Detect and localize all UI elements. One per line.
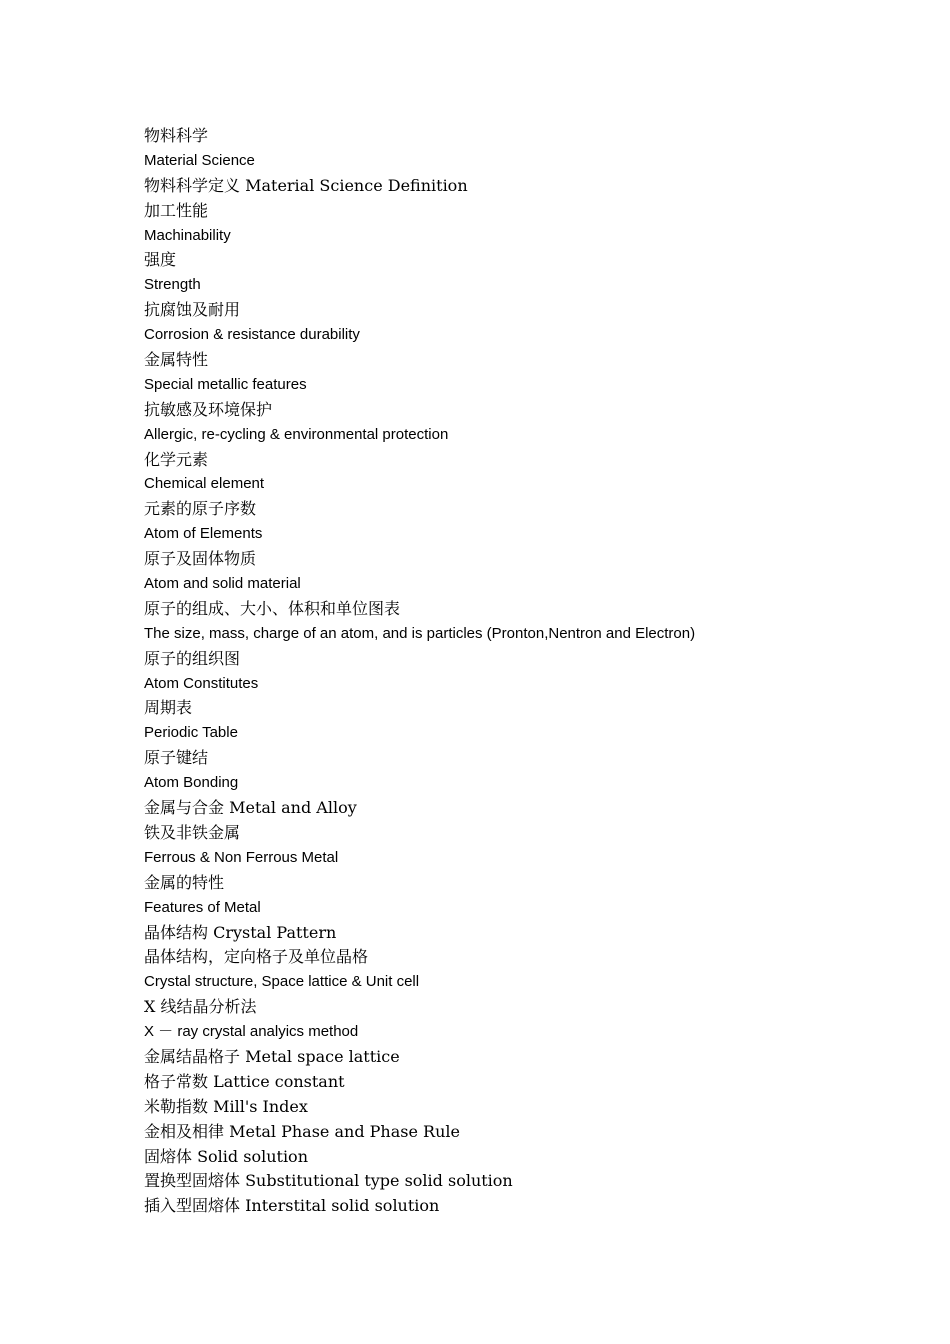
text-line: Allergic, re-cycling & environmental protection <box>144 425 449 443</box>
text-line: 元素的原子序数 <box>144 499 257 519</box>
text-line: Periodic Table <box>144 724 238 742</box>
text-line: X 线结晶分析法 <box>144 997 257 1017</box>
text-line: 周期表 <box>144 698 193 718</box>
text-line: 物料科学 <box>144 126 209 145</box>
text-line: 原子的组织图 <box>144 648 241 668</box>
text-line: Features of Metal <box>144 898 261 916</box>
text-line: The size, mass, charge of an atom, and is particles (Pronton,Nentron and Electron) <box>144 624 696 642</box>
text-line: X － ray crystal analyics method <box>144 1023 359 1041</box>
text-line: Crystal structure, Space lattice & Unit cell <box>144 973 420 991</box>
text-line: Material Science <box>144 151 255 169</box>
text-line: 金相及相律 Metal Phase and Phase Rule <box>144 1121 460 1141</box>
text-line: 物料科学定义 Material Science Definition <box>144 175 468 195</box>
text-line: Atom Constitutes <box>144 674 259 692</box>
text-line: Corrosion & resistance durability <box>144 326 360 344</box>
text-line: 置换型固熔体 Substitutional type solid solution <box>144 1171 513 1191</box>
text-line: Strength <box>144 276 201 294</box>
text-line: 金属特性 <box>144 350 209 370</box>
text-line: 铁及非铁金属 <box>144 822 241 842</box>
text-line: 米勒指数 Mill's Index <box>144 1096 308 1116</box>
text-line: 插入型固熔体 Interstital solid solution <box>144 1196 440 1216</box>
text-line: Atom of Elements <box>144 525 263 543</box>
text-line: 化学元素 <box>144 449 209 469</box>
text-line: 原子及固体物质 <box>144 549 257 569</box>
text-line: Ferrous & Non Ferrous Metal <box>144 848 339 866</box>
text-line: Special metallic features <box>144 375 307 393</box>
text-line: 原子的组成、大小、体积和单位图表 <box>144 598 401 618</box>
text-line: 金属与合金 Metal and Alloy <box>144 798 357 818</box>
document-body <box>144 124 904 1219</box>
text-line: 金属结晶格子 Metal space lattice <box>144 1046 400 1066</box>
text-line: 晶体结构 Crystal Pattern <box>144 922 337 942</box>
text-line: Atom Bonding <box>144 774 239 792</box>
text-line: 晶体结构，定向格子及单位晶格 <box>144 947 369 967</box>
text-line: 抗敏感及环境保护 <box>144 399 273 419</box>
text-line: Atom and solid material <box>144 575 301 593</box>
text-line: 原子键结 <box>144 748 209 768</box>
text-line: 格子常数 Lattice constant <box>144 1071 345 1091</box>
text-line: Chemical element <box>144 475 265 493</box>
text-line: Machinability <box>144 226 231 244</box>
text-line: 加工性能 <box>144 200 209 220</box>
text-line: 固熔体 Solid solution <box>144 1146 308 1166</box>
text-line: 强度 <box>144 250 177 270</box>
text-line: 金属的特性 <box>144 872 225 892</box>
text-line: 抗腐蚀及耐用 <box>144 300 241 320</box>
